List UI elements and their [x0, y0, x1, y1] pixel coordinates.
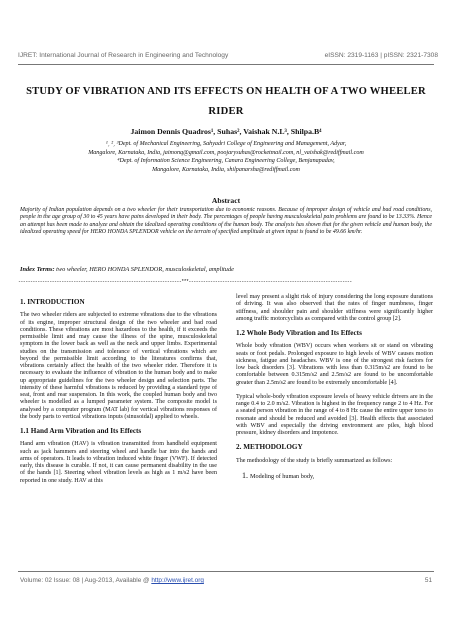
left-column [20, 293, 217, 492]
issn: eISSN: 2319-1163 | pISSN: 2321-7308 [324, 52, 438, 59]
footer-volume [20, 577, 204, 584]
paragraph: Typical whole-body vibration exposure levels of heavy vehicle drivers are in the range 0.4 to 2.0 m/s2. Vibration is highest in the frequency range 2 to 4 Hz. For a seated person vibration in the range of 4 to 8 Hz cause the entire upper torso to resonate and should be reduced and avoided [3]. Health effects that associated with WBV and especially the driving environment are piles, high blood pressure, kidney disorders and impotence. [236, 393, 433, 436]
right-column [236, 294, 433, 480]
authors: Jaimon Dennis Quadros¹, Suhas², Vaishak N.L³, Shilpa.B⁴ [130, 127, 322, 136]
paragraph: Hand arm vibration (HAV) is vibration transmitted from handheld equipment such as jack hammers and steering wheel and handle bar into the hands and arms of operators. It leads to vibration induced white finger (VWF). If detected early, this disease is curable. If not, it can cause permanent disability in the use of the hands [1]. Steering wheel vibration levels as high as 1 m/s2 have been reported in one study. HAV at this [20, 441, 217, 484]
section-heading-hand-arm-vibration: 1.1 Hand Arm Vibration and Its Effects [20, 427, 142, 435]
affiliations [18, 140, 434, 174]
journal-name: IJRET: International Journal of Research in Engineering and Technology [18, 52, 229, 59]
section-heading-whole-body-vibration: 1.2 Whole Body Vibration and Its Effects [236, 329, 362, 337]
paragraph: Whole body vibration (WBV) occurs when workers sit or stand on vibrating seats or foot pedals. Prolonged exposure to high levels of WBV causes motion sickness, fatigue and headaches. WBV is one of the strongest risk factors for low back disorders [3]. Vibrations with less than 0.315m/s2 are found to be comfortable between 0.315m/s2 and 2.5m/s2 are found to be uncomfortable greater than 2.5m/s2 are found to be extremely uncomfortable [4]. [236, 343, 433, 386]
section-heading-methodology: 2. METHODOLOGY [236, 443, 303, 452]
index-terms [20, 266, 432, 273]
affiliation-line-4: Mangalore, Karnataka, India, shilpanarsha@rediffmail.com [152, 166, 300, 173]
paragraph: The two wheeler riders are subjected to extreme vibrations due to the vibrations of its engine, improper structural design of the two wheeler and bad road conditions. These vibrations are most hazardous to the health, if it exceeds the permissible limit and may cause the illness of the spine, musculoskeletal symptom in the lower back as well as the neck and upper limbs. Experimental studies on the transmission and tolerance of vertical vibrations which are beyond the permissible limit according to the literatures confirms that, vibrations certainly affect the health of the two wheeler rider. Therefore it is necessary to evaluate the influence of vibration to the human body and to make up appropriate guidelines for the two wheeler design and selection parts. The intensity of these harmful vibrations is reduced by providing a standard type of seat, front and rear suspension. In this work, the coupled human body and two wheeler is modelled as a lumped parameter system. The composite model is analysed by a computer program (MAT lab) for vertical vibrations responses of the body parts to vertical vibrations inputs (sinusoidal) applied to wheels. [20, 312, 217, 420]
journal-header [18, 52, 438, 59]
list-item: 1. Modeling of human body, [250, 472, 433, 480]
abstract-heading: Abstract [211, 196, 241, 205]
abstract-body: Majority of Indian population depends on a two wheeler for their transportation due to economic reasons. Because of improper design of vehicle and bad road conditions, people in the age group of 30 to 45 years have pains developed in their body. The percentages of people having musculoskeletal pain problems are found to be 13.33%. Hence an attempt has been made to analyze and obtain the idealized operating conditions of the human body. The analysis has shown that for the given vehicle and human body, the idealized operating speed for HERO HONDA SPLENDOR vehicle on the terrain of specified amplitude at given input is found to be 49.66 km/hr. [20, 207, 432, 235]
paragraph: The methodology of the study is briefly summarized as follows: [236, 457, 393, 464]
page-footer [20, 577, 432, 584]
affiliation-line-1: ¹ˏ ²ˏ ³Dept. of Mechanical Engineering, Sahyadri College of Engineering and Management, Adyar, [105, 141, 347, 147]
page-number: 51 [424, 577, 432, 584]
index-terms-text: two wheeler, HERO HONDA SPLENDOR, musculoskeletal, amplitude [54, 266, 234, 273]
affiliation-line-2: Mangalore, Karnataka, India, jaimonq@gmail.com, poojarysuhas@rocketmail.com, nl_vaishak@rediffmail.com [88, 149, 364, 156]
footer-volume-text: Volume: 02 Issue: 08 | Aug-2013, Available @ [20, 577, 152, 584]
affiliation-line-3: ⁴Dept. of Information Science Engineering, Canara Engineering College, Benjanapadav, [117, 158, 335, 165]
header-rule [18, 64, 434, 65]
section-separator: --------------------------------------------------------------------***-------------------------------------------------------------------- [18, 279, 352, 285]
paper-title: STUDY OF VIBRATION AND ITS EFFECTS ON HEALTH OF A TWO WHEELER RIDER [26, 86, 426, 117]
journal-link[interactable]: http://www.ijret.org [151, 577, 204, 584]
methodology-list [236, 472, 433, 480]
index-terms-label: Index Terms: [20, 266, 55, 273]
paragraph: level may present a slight risk of injury considering the long exposure durations of driving. It was also observed that the rates of finger numbness, finger stiffness, and shoulder pain and shoulder stiffness were significantly higher among traffic motorcyclists as compared with the control group [2]. [236, 294, 433, 322]
section-heading-introduction: 1. INTRODUCTION [20, 298, 85, 306]
footer-rule [18, 571, 434, 572]
